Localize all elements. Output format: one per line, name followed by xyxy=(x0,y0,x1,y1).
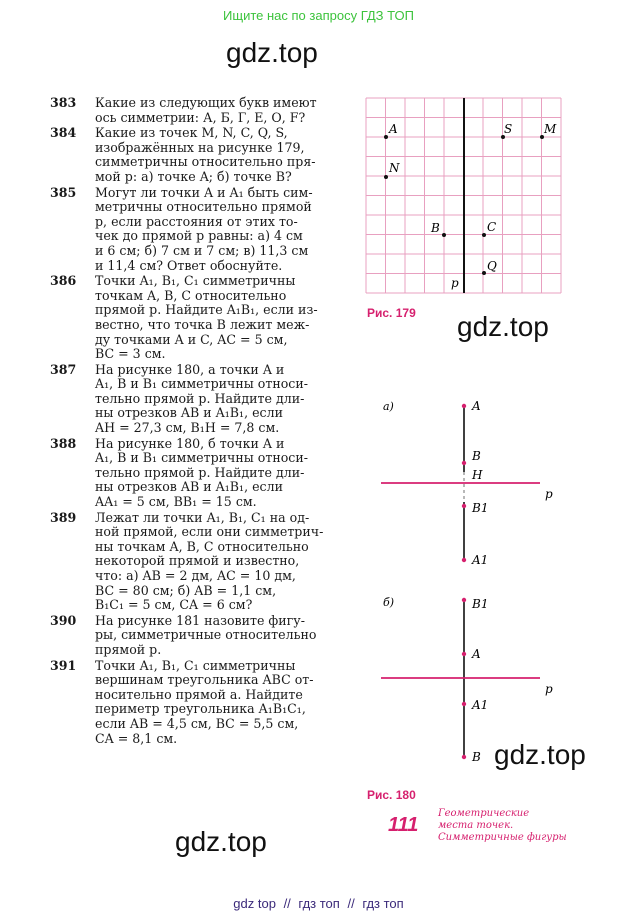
problem-line: Точки A₁, B₁, C₁ симметричны xyxy=(95,657,296,673)
problem-text xyxy=(95,363,350,436)
svg-text:A1: A1 xyxy=(472,553,489,567)
problem-387 xyxy=(50,363,350,436)
problem-text xyxy=(95,96,350,125)
problem-line: носительно прямой a. Найдите xyxy=(95,686,303,702)
line-label-p: p xyxy=(451,276,459,290)
problem-text xyxy=(95,511,350,613)
problem-line: некоторой прямой и известно, xyxy=(95,553,300,569)
problem-386 xyxy=(50,274,350,362)
figure-179-caption: Рис. 179 xyxy=(367,306,416,320)
problem-text xyxy=(95,659,350,747)
problem-number: 387 xyxy=(50,361,77,377)
problem-line: симметричны относительно пря- xyxy=(95,154,316,170)
svg-text:N: N xyxy=(389,161,400,175)
problem-line: чек до прямой p равны: а) 4 см xyxy=(95,228,303,244)
search-banner: Ищите нас по запросу ГДЗ ТОП xyxy=(223,8,414,23)
point-Q xyxy=(482,259,497,275)
running-title-line: места точек. xyxy=(438,820,514,831)
point-M xyxy=(540,122,557,139)
svg-text:A: A xyxy=(389,122,398,136)
running-title-line: Симметричные фигуры xyxy=(438,832,567,843)
problem-number: 390 xyxy=(50,612,77,628)
problem-line: CA = 8,1 см. xyxy=(95,730,178,746)
figure-180 xyxy=(375,392,565,777)
svg-text:C: C xyxy=(487,220,497,234)
svg-text:B1: B1 xyxy=(472,501,489,515)
page-number: 111 xyxy=(388,814,419,836)
problem-line: AA₁ = 5 см, BB₁ = 15 см. xyxy=(95,494,257,510)
problem-line: Могут ли точки A и A₁ быть сим- xyxy=(95,184,313,200)
problem-line: ры, симметричные относительно xyxy=(95,627,317,643)
problem-number: 391 xyxy=(50,657,77,673)
svg-text:B: B xyxy=(431,221,440,235)
problem-number: 389 xyxy=(50,509,77,525)
svg-text:B: B xyxy=(472,449,481,463)
problem-line: ны отрезков AB и A₁B₁, если xyxy=(95,405,284,421)
problem-text xyxy=(95,437,350,510)
problem-line: метричны относительно прямой xyxy=(95,199,312,215)
point-A1-b xyxy=(462,698,489,712)
problem-line: B₁C₁ = 5 см, CA = 6 см? xyxy=(95,597,253,613)
svg-text:A1: A1 xyxy=(472,698,489,712)
figure-179-grid xyxy=(360,93,580,301)
problem-line: и 11,4 см? Ответ обоснуйте. xyxy=(95,257,283,273)
running-title xyxy=(438,808,567,844)
problem-text xyxy=(95,274,350,362)
problem-line: На рисунке 181 назовите фигу- xyxy=(95,612,305,628)
problem-391 xyxy=(50,659,350,747)
problem-line: прямой p. xyxy=(95,641,162,657)
svg-text:B: B xyxy=(472,750,481,764)
problem-line: A₁, B и B₁ симметричны относи- xyxy=(95,376,308,392)
problem-line: На рисунке 180, б точки A и xyxy=(95,435,285,451)
svg-text:A: A xyxy=(472,399,481,413)
problem-line: ось симметрии: А, Б, Г, Е, О, F? xyxy=(95,109,306,125)
problem-line: BC = 3 см. xyxy=(95,346,166,362)
problem-line: вершинам треугольника ABC от- xyxy=(95,672,314,688)
point-A xyxy=(384,122,398,139)
problem-383 xyxy=(50,96,350,125)
problem-line: Точки A₁, B₁, C₁ симметричны xyxy=(95,273,296,289)
problem-number: 384 xyxy=(50,125,77,141)
problem-line: мой p: а) точке A; б) точке B? xyxy=(95,168,292,184)
svg-text:H: H xyxy=(472,468,483,482)
problem-385 xyxy=(50,186,350,274)
problem-text xyxy=(95,186,350,274)
problem-388 xyxy=(50,437,350,510)
problem-line: ной прямой, если они симметрич- xyxy=(95,524,324,540)
problem-389 xyxy=(50,511,350,613)
problem-line: AH = 27,3 см, B₁H = 7,8 см. xyxy=(95,420,280,436)
line-label-p-a: p xyxy=(545,487,553,501)
problem-line: вестно, что точка B лежит меж- xyxy=(95,316,310,332)
svg-text:Q: Q xyxy=(487,259,497,273)
problem-line: что: а) AB = 2 дм, AC = 10 дм, xyxy=(95,568,296,583)
svg-text:S: S xyxy=(504,122,513,136)
running-title-line: Геометрические xyxy=(438,808,530,819)
link-gdz-top[interactable]: gdz top xyxy=(233,896,276,911)
problem-number: 383 xyxy=(50,95,77,110)
problem-line: A₁, B и B₁ симметричны относи- xyxy=(95,450,308,466)
problem-line: ны точкам A, B, C относительно xyxy=(95,538,309,554)
problem-line: если AB = 4,5 см, BC = 5,5 см, xyxy=(95,715,299,731)
figure-180-caption: Рис. 180 xyxy=(367,788,416,802)
svg-text:M: M xyxy=(544,122,557,136)
problem-line: BC = 80 см; б) AB = 1,1 см, xyxy=(95,582,277,598)
point-H-a xyxy=(471,468,483,482)
problem-line: тельно прямой p. Найдите дли- xyxy=(95,390,305,406)
problem-line: и 6 см; б) 7 см и 7 см; в) 11,3 см xyxy=(95,242,309,258)
problem-line: изображённых на рисунке 179, xyxy=(95,139,305,155)
problem-number: 386 xyxy=(50,273,77,289)
problem-line: периметр треугольника A₁B₁C₁, xyxy=(95,701,306,717)
problem-line: прямой p. Найдите A₁B₁, если из- xyxy=(95,302,318,318)
problem-line: Лежат ли точки A₁, B₁, C₁ на од- xyxy=(95,509,310,525)
problem-text xyxy=(95,614,350,658)
problem-line: тельно прямой p. Найдите дли- xyxy=(95,464,305,480)
problem-number: 385 xyxy=(50,184,77,200)
svg-text:B1: B1 xyxy=(472,597,489,611)
line-label-p-b: p xyxy=(545,682,553,696)
part-b-label: б) xyxy=(383,596,395,609)
link-gdz-top-ru[interactable]: гдз топ xyxy=(298,896,340,911)
point-A1-a xyxy=(462,553,489,567)
problem-384 xyxy=(50,126,350,184)
part-a-label: а) xyxy=(383,400,394,413)
watermark: gdz.top xyxy=(226,37,318,68)
bottom-links xyxy=(0,896,637,911)
problem-number: 388 xyxy=(50,435,77,451)
problem-line: Какие из следующих букв имеют xyxy=(95,95,317,110)
problem-line: точкам A, B, C относительно xyxy=(95,287,287,303)
link-separator: // xyxy=(347,896,355,911)
problem-line: ду точками A и C, AC = 5 см, xyxy=(95,331,288,347)
problem-text xyxy=(95,126,350,184)
point-B1-b xyxy=(462,597,489,611)
point-B1-a xyxy=(462,501,489,515)
problem-line: Какие из точек M, N, C, Q, S, xyxy=(95,125,288,141)
problems-list xyxy=(50,96,350,747)
problem-line: p, если расстояния от этих то- xyxy=(95,213,298,229)
watermark: gdz.top xyxy=(494,739,586,770)
link-gdz-top-ru[interactable]: гдз топ xyxy=(362,896,404,911)
watermark: gdz.top xyxy=(457,311,549,342)
svg-text:A: A xyxy=(472,647,481,661)
problem-390 xyxy=(50,614,350,658)
link-separator: // xyxy=(283,896,291,911)
problem-line: ны отрезков AB и A₁B₁, если xyxy=(95,479,284,495)
watermark: gdz.top xyxy=(175,826,267,857)
problem-line: На рисунке 180, а точки A и xyxy=(95,361,285,377)
